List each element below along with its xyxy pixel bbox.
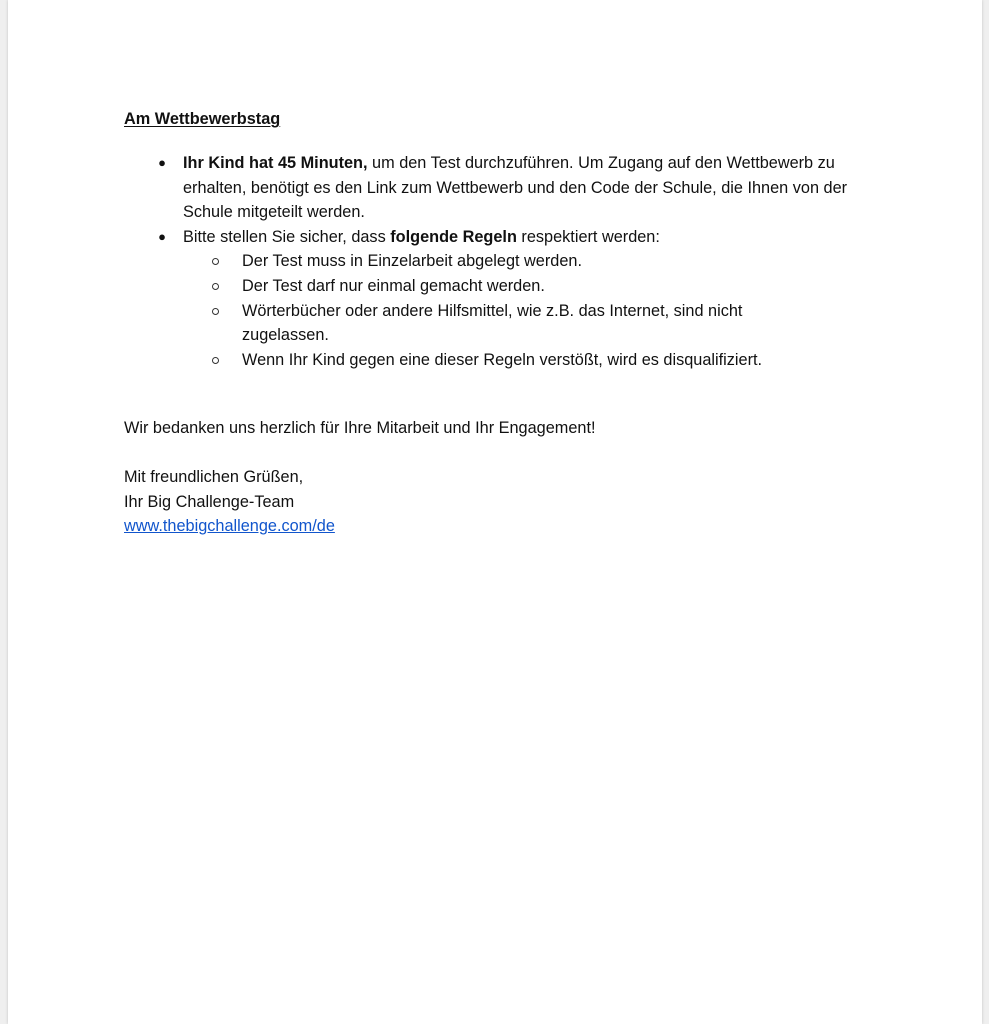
rule-item	[124, 249, 854, 274]
rules-sublist	[124, 249, 854, 372]
thanks-text: Wir bedanken uns herzlich für Ihre Mitarbeit und Ihr Engagement!	[124, 419, 596, 437]
greeting-text: Mit freundlichen Grüßen,	[124, 468, 304, 486]
rule-item	[124, 299, 854, 348]
rule-text: Der Test darf nur einmal gemacht werden.	[242, 276, 545, 295]
circle-bullet-icon	[212, 357, 219, 364]
circle-bullet-icon	[212, 258, 219, 265]
signature-block	[124, 465, 335, 539]
rule-item	[124, 274, 854, 299]
bullet-dot-icon: ●	[158, 228, 166, 244]
bullet-list	[124, 151, 854, 372]
section-heading: Am Wettbewerbstag	[124, 110, 281, 128]
bullet-item-rules	[124, 225, 854, 373]
circle-bullet-icon	[212, 308, 219, 315]
bullet-dot-icon: ●	[158, 155, 166, 170]
bullet-item-duration	[124, 151, 854, 225]
rule-text: Wenn Ihr Kind gegen eine dieser Regeln verstößt, wird es disqualifiziert.	[242, 350, 763, 369]
bullet-text-before: Bitte stellen Sie sicher, dass	[183, 227, 391, 246]
circle-bullet-icon	[212, 283, 219, 290]
document-page	[8, 0, 982, 1024]
bullet-bold-text: folgende Regeln	[390, 227, 517, 246]
bullet-text-after: respektiert werden:	[516, 227, 660, 246]
rule-item	[124, 348, 854, 373]
signature-text: Ihr Big Challenge-Team	[124, 492, 295, 511]
website-link[interactable]: www.thebigchallenge.com/de	[124, 517, 335, 536]
rule-text: Wörterbücher oder andere Hilfsmittel, wie z.B. das Internet, sind nicht zugelassen.	[242, 301, 743, 345]
rule-text: Der Test muss in Einzelarbeit abgelegt werden.	[242, 252, 582, 271]
bullet-text: um den Test durchzuführen. Um Zugang auf den Wettbewerb zu erhalten, benötigt es den Link zum Wettbewerb und den Code der Schule, die Ihnen von der Schule mitgeteilt werden.	[183, 154, 848, 222]
bullet-bold-text: Ihr Kind hat 45 Minuten,	[183, 154, 368, 172]
